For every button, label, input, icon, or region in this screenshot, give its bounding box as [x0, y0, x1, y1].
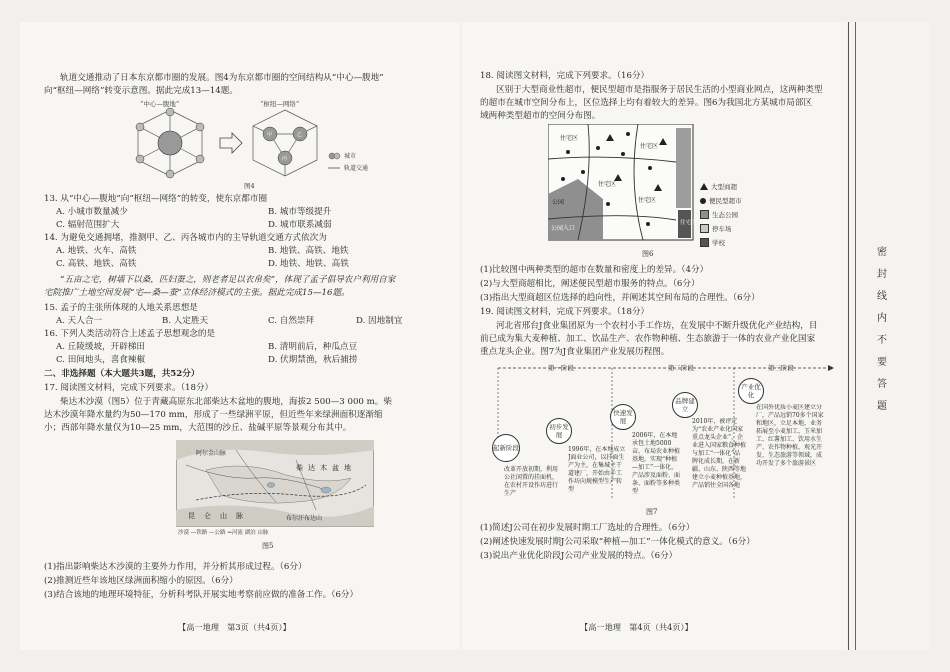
q19-text-1: 河北省邢台J食业集团原为一个农村小手工作坊，在发展中不断升级优化产业结构，目 — [496, 321, 818, 331]
fig4-caption: 图4 — [244, 182, 255, 190]
q17-stem: 17. 阅读图文材料，完成下列要求。（18分） — [44, 383, 214, 393]
fig5-name-3: 木 — [320, 464, 327, 472]
fig6-legend-big: 大型商超 — [700, 182, 737, 191]
q18-sub-2: (2)与大型商超相比，阐述便民型超市服务的特点。（6分） — [480, 279, 700, 289]
fig7-caption: 图7 — [646, 508, 658, 516]
q17-text-1: 柴达木沙漠（图5）位于青藏高原东北部柴达木盆地的腹地，海拔2 500—3 000 m。柴 — [60, 397, 392, 407]
fig5-name-7: 仑 — [204, 512, 211, 520]
fig5-name-8: 山 — [220, 512, 227, 520]
q17-sub-2: (2)推测近些年该地区绿洲面积缩小的原因。（6分） — [44, 576, 238, 586]
q16-opt-b: B. 清明前后，种瓜点豆 — [268, 342, 358, 352]
fig4-label-a: “中心—腹地” — [140, 100, 180, 108]
fig6-label-3: 住宅区 — [638, 197, 657, 204]
fig6-caption: 图6 — [642, 250, 654, 258]
q16-opt-a: A. 丘陵缓坡，开辟梯田 — [56, 342, 146, 352]
q14-opt-d: D. 地铁、地铁、高铁 — [268, 259, 349, 269]
fig7-box-4: 2010年，被评定为“农业产业化国家重点龙头企业”，企业进入国家粮食种植与加工“一体化”品牌化成长期，在新疆、山东、陕西等地建立小麦种植基地，产品销往全国各地 — [692, 418, 746, 489]
fig5-name-1: 柴 — [296, 464, 303, 472]
left-footer: 【高一地理 第3页（共4页）】 — [178, 622, 291, 632]
q15-stem: 15. 孟子的主张所体现的人地关系思想是 — [44, 303, 198, 313]
q14-opt-b: B. 地铁、高铁、地铁 — [268, 246, 349, 256]
quote-line-1: “五亩之宅，树墙下以桑，匹妇蚕之，则老者足以衣帛矣”，体现了孟子倡导农户利用自家 — [60, 275, 396, 285]
q19-sub-1: (1)简述J公司在初步发展时期工厂选址的合理性。（6分） — [480, 523, 695, 533]
q18-sub-3: (3)指出大型商超区位选择的趋向性，并阐述其空间布局的合理性。（6分） — [480, 293, 760, 303]
fig7-box-3: 2006年，在本地承包土地5000亩，布局农业种植基地，实现“种植—加工”一体化，产品涉及面粉、面条、面粉等多种类型 — [632, 432, 681, 495]
svg-text:乙: 乙 — [297, 132, 303, 138]
q14-stem: 14. 为避免交通拥堵，推测甲、乙、丙各城市内的主导轨道交通方式依次为 — [44, 233, 327, 243]
q19-sub-3: (3)说出产业优化阶段J公司产业发展的特点。（6分） — [480, 551, 678, 561]
fig7-stage-3: 第三阶段 — [768, 364, 794, 372]
quote-line-2: 宅院推广土地空间发展“宅—桑—蚕”立体经济模式的主张。据此完成15—16题。 — [44, 288, 350, 298]
fig5-name-9: 脉 — [236, 512, 243, 520]
q18-stem: 18. 阅读图文材料，完成下列要求。（16分） — [480, 71, 650, 81]
q13-opt-b: B. 城市等级提升 — [268, 207, 332, 217]
fig7-bubble-1: 起新阶段 — [492, 434, 520, 462]
q15-opt-c: C. 自然崇拜 — [268, 316, 315, 326]
fig7-bubble-4: 品牌建立 — [672, 392, 698, 418]
fig6-legend-parking: 停车场 — [700, 224, 732, 233]
figure-5-map — [176, 440, 374, 538]
fig5-name-6: 昆 — [188, 512, 195, 520]
fig7-stage-1: 第一阶段 — [548, 364, 574, 372]
q13-opt-d: D. 城市联系减弱 — [268, 220, 332, 230]
q17-sub-3: (3)结合该地的地理环境特征，分析科考队开展实地考察前应做的准备工作。（6分） — [44, 590, 359, 600]
fig5-name-0: 阿尔金山脉 — [196, 450, 227, 457]
q15-opt-a: A. 天人合一 — [56, 316, 103, 326]
fig7-bubble-5: 产业优化 — [738, 378, 764, 404]
fig6-label-2: 住宅区 — [598, 181, 617, 188]
fig5-name-5: 地 — [344, 464, 351, 472]
fig5-legend: 沙漠 —铁路 —公路 ⇝河流 湖泊 山脉 — [178, 530, 269, 536]
right-footer: 【高一地理 第4页（共4页）】 — [580, 622, 693, 632]
intro-line-1: 轨道交通推动了日本东京都市圈的发展。图4为东京都市圈的空间结构从“中心—腹地” — [60, 73, 384, 83]
fig7-box-2: 1996年，在本地成立J面业公司，以挂面生产为主，在集城主干道建厂，开始由手工作坊向规模型生产转型 — [568, 446, 626, 493]
fig7-box-1: 改革开放初期，利用公社闲置的挂面机，在农村开设作坊进行生产 — [504, 466, 559, 497]
q19-text-3: 重点龙头企业。图7为J食业集团产业发展历程图。 — [480, 347, 670, 357]
q16-opt-c: C. 田间地头，喜食辣椒 — [56, 355, 146, 365]
fig6-label-5: 公园 — [552, 199, 565, 206]
q18-sub-1: (1)比较图中两种类型的超市在数量和密度上的差异。（4分） — [480, 265, 709, 275]
fig4-label-b: “枢纽—网络” — [260, 100, 300, 108]
fig6-legend-school: 学校 — [700, 238, 725, 247]
fig7-stage-2: 第二阶段 — [668, 364, 694, 372]
fig6-label-6: 公园入口 — [551, 225, 576, 232]
q13-stem: 13. 从“中心—腹地”向“枢纽—网络”的转变，使东京都市圈 — [44, 194, 268, 204]
binding-line — [855, 22, 856, 650]
q18-text-2: 的超市在城市空间分布上，区位选择上均有着较大的差异。图6为我国北方某城市局部区 — [480, 98, 813, 108]
fig5-name-2: 达 — [308, 464, 315, 472]
fig7-bubble-2: 初步发展 — [546, 418, 572, 444]
q19-text-2: 前已成为集大麦种植、加工、饮品生产、农作物种植、生态旅游于一体的农业产业化国家 — [480, 334, 816, 344]
q14-opt-a: A. 地铁、火车、高铁 — [56, 246, 137, 256]
q17-text-3: 小；西部年降水量仅为10—25 mm，大范围的沙丘、盐碱平原等景观分布其中。 — [44, 423, 352, 433]
fig5-caption: 图5 — [262, 542, 274, 550]
fig7-bubble-3: 快速发展 — [610, 404, 636, 430]
q13-opt-c: C. 辐射范围扩大 — [56, 220, 120, 230]
intro-line-2: 向“枢纽—网络”转变示意图。据此完成13—14题。 — [44, 86, 238, 96]
fig4-legend-city: 城市 — [344, 153, 357, 160]
fig5-name-10: 布尔汗布达山 — [286, 515, 323, 522]
fig6-legend-small: 便民型超市 — [700, 196, 742, 205]
q15-opt-d: D. 因地制宜 — [356, 316, 403, 326]
fig5-name-4: 盆 — [332, 464, 339, 472]
seal-text: 密 封 线 内 不 要 答 题 — [877, 247, 887, 412]
fig6-label-0: 住宅区 — [560, 135, 579, 142]
q17-sub-1: (1)指出影响柴达木沙漠的主要外力作用，并分析其形成过程。（6分） — [44, 562, 307, 572]
binding-strip — [848, 22, 929, 650]
svg-text:甲: 甲 — [267, 132, 273, 138]
q18-text-1: 区别于大型商业性超市，便民型超市是指服务于居民生活的小型商业网点，这两种类型 — [496, 85, 823, 95]
q16-opt-d: D. 伏期禁渔，秋后捕捞 — [268, 355, 358, 365]
q13-opt-a: A. 小城市数量减少 — [56, 207, 128, 217]
svg-text:丙: 丙 — [282, 156, 288, 162]
fig4-legend-rail: 轨道交通 — [344, 165, 369, 172]
q15-opt-b: B. 人定胜天 — [162, 316, 209, 326]
figure-4 — [120, 98, 370, 190]
fig6-label-1: 住宅区 — [640, 143, 659, 150]
q19-stem: 19. 阅读图文材料，完成下列要求。（18分） — [480, 307, 650, 317]
q14-opt-c: C. 高铁、地铁、高铁 — [56, 259, 137, 269]
q17-text-2: 达木沙漠年降水量约为50—170 mm，形成了一些绿洲平原，但近些年来绿洲面积逐渐缩 — [44, 410, 383, 420]
q16-stem: 16. 下列人类活动符合上述孟子思想观念的是 — [44, 329, 216, 339]
fig7-box-5: 在国外优质小麦区建立分厂，产品远销70多个国家和地区，立足本地，业务拓展至小麦加工、玉米加工、红薯加工、饮用水生产、农作物种植、观光开发、生态旅游等领域，成功开发了多个旅游景区 — [756, 404, 824, 467]
fig6-label-4: 住宅区 — [680, 220, 697, 226]
q19-sub-2: (2)阐述快速发展时期J公司采取“种植—加工”一体化模式的意义。（6分） — [480, 537, 755, 547]
fig6-legend-park: 生态公园 — [700, 210, 738, 219]
section-2-heading: 二、非选择题（本大题共3题，共52分） — [44, 369, 200, 379]
q18-text-3: 域两种类型超市的空间分布图。 — [480, 111, 601, 121]
